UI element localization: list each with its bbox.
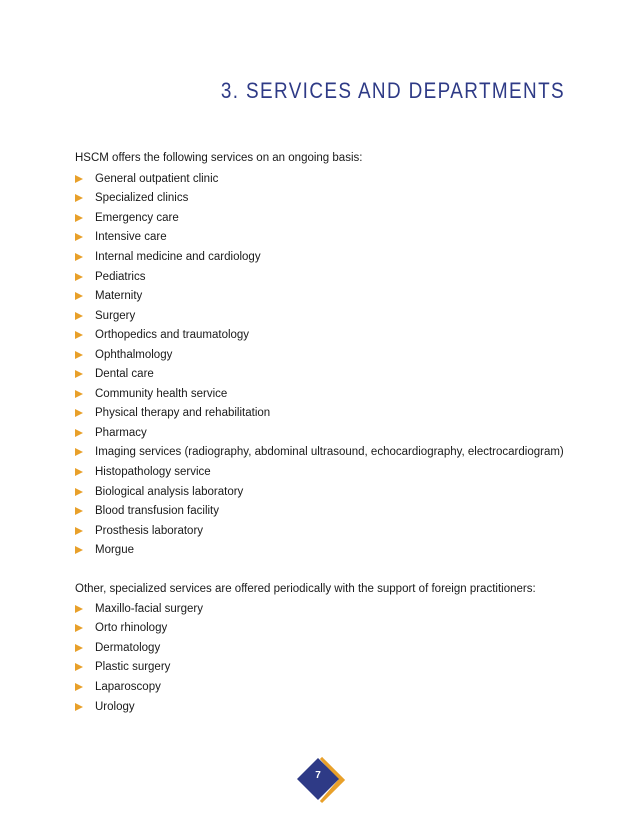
triangle-bullet-icon	[75, 331, 83, 339]
list-item: Morgue	[75, 540, 564, 560]
triangle-bullet-icon	[75, 175, 83, 183]
triangle-bullet-icon	[75, 663, 83, 671]
list-item: Intensive care	[75, 228, 564, 248]
triangle-bullet-icon	[75, 703, 83, 711]
list-item: Internal medicine and cardiology	[75, 247, 564, 267]
triangle-bullet-icon	[75, 409, 83, 417]
list-item: Prosthesis laboratory	[75, 521, 564, 541]
triangle-bullet-icon	[75, 194, 83, 202]
list-item: Pharmacy	[75, 423, 564, 443]
list-item: Maternity	[75, 286, 564, 306]
triangle-bullet-icon	[75, 644, 83, 652]
triangle-bullet-icon	[75, 468, 83, 476]
list-item: Histopathology service	[75, 462, 564, 482]
list-item: Orto rhinology	[75, 619, 203, 639]
triangle-bullet-icon	[75, 546, 83, 554]
list-item: Ophthalmology	[75, 345, 564, 365]
triangle-bullet-icon	[75, 292, 83, 300]
triangle-bullet-icon	[75, 605, 83, 613]
list-item: Pediatrics	[75, 267, 564, 287]
section-title: 3. SERVICES AND DEPARTMENTS	[220, 78, 566, 103]
list-item: Emergency care	[75, 208, 564, 228]
triangle-bullet-icon	[75, 253, 83, 261]
intro-ongoing: HSCM offers the following services on an ongoing basis:	[75, 152, 363, 164]
intro-periodic: Other, specialized services are offered periodically with the support of foreign practitioners:	[75, 583, 536, 595]
triangle-bullet-icon	[75, 448, 83, 456]
triangle-bullet-icon	[75, 488, 83, 496]
list-item: Surgery	[75, 306, 564, 326]
triangle-bullet-icon	[75, 507, 83, 515]
triangle-bullet-icon	[75, 390, 83, 398]
list-item: Urology	[75, 697, 203, 717]
triangle-bullet-icon	[75, 214, 83, 222]
page-number: 7	[315, 770, 321, 781]
triangle-bullet-icon	[75, 351, 83, 359]
list-item: Dermatology	[75, 638, 203, 658]
list-item: Biological analysis laboratory	[75, 482, 564, 502]
list-item: Physical therapy and rehabilitation	[75, 404, 564, 424]
triangle-bullet-icon	[75, 683, 83, 691]
triangle-bullet-icon	[75, 233, 83, 241]
list-item: Blood transfusion facility	[75, 501, 564, 521]
list-item: Imaging services (radiography, abdominal ultrasound, echocardiography, electrocardiogram)	[75, 443, 564, 463]
periodic-services-list	[75, 599, 203, 716]
list-item: Community health service	[75, 384, 564, 404]
list-item: Specialized clinics	[75, 189, 564, 209]
list-item: General outpatient clinic	[75, 169, 564, 189]
triangle-bullet-icon	[75, 624, 83, 632]
triangle-bullet-icon	[75, 370, 83, 378]
list-item: Dental care	[75, 364, 564, 384]
triangle-bullet-icon	[75, 273, 83, 281]
triangle-bullet-icon	[75, 312, 83, 320]
triangle-bullet-icon	[75, 429, 83, 437]
ongoing-services-list	[75, 169, 564, 560]
list-item: Maxillo-facial surgery	[75, 599, 203, 619]
list-item: Laparoscopy	[75, 677, 203, 697]
list-item: Orthopedics and traumatology	[75, 325, 564, 345]
list-item: Plastic surgery	[75, 658, 203, 678]
triangle-bullet-icon	[75, 527, 83, 535]
